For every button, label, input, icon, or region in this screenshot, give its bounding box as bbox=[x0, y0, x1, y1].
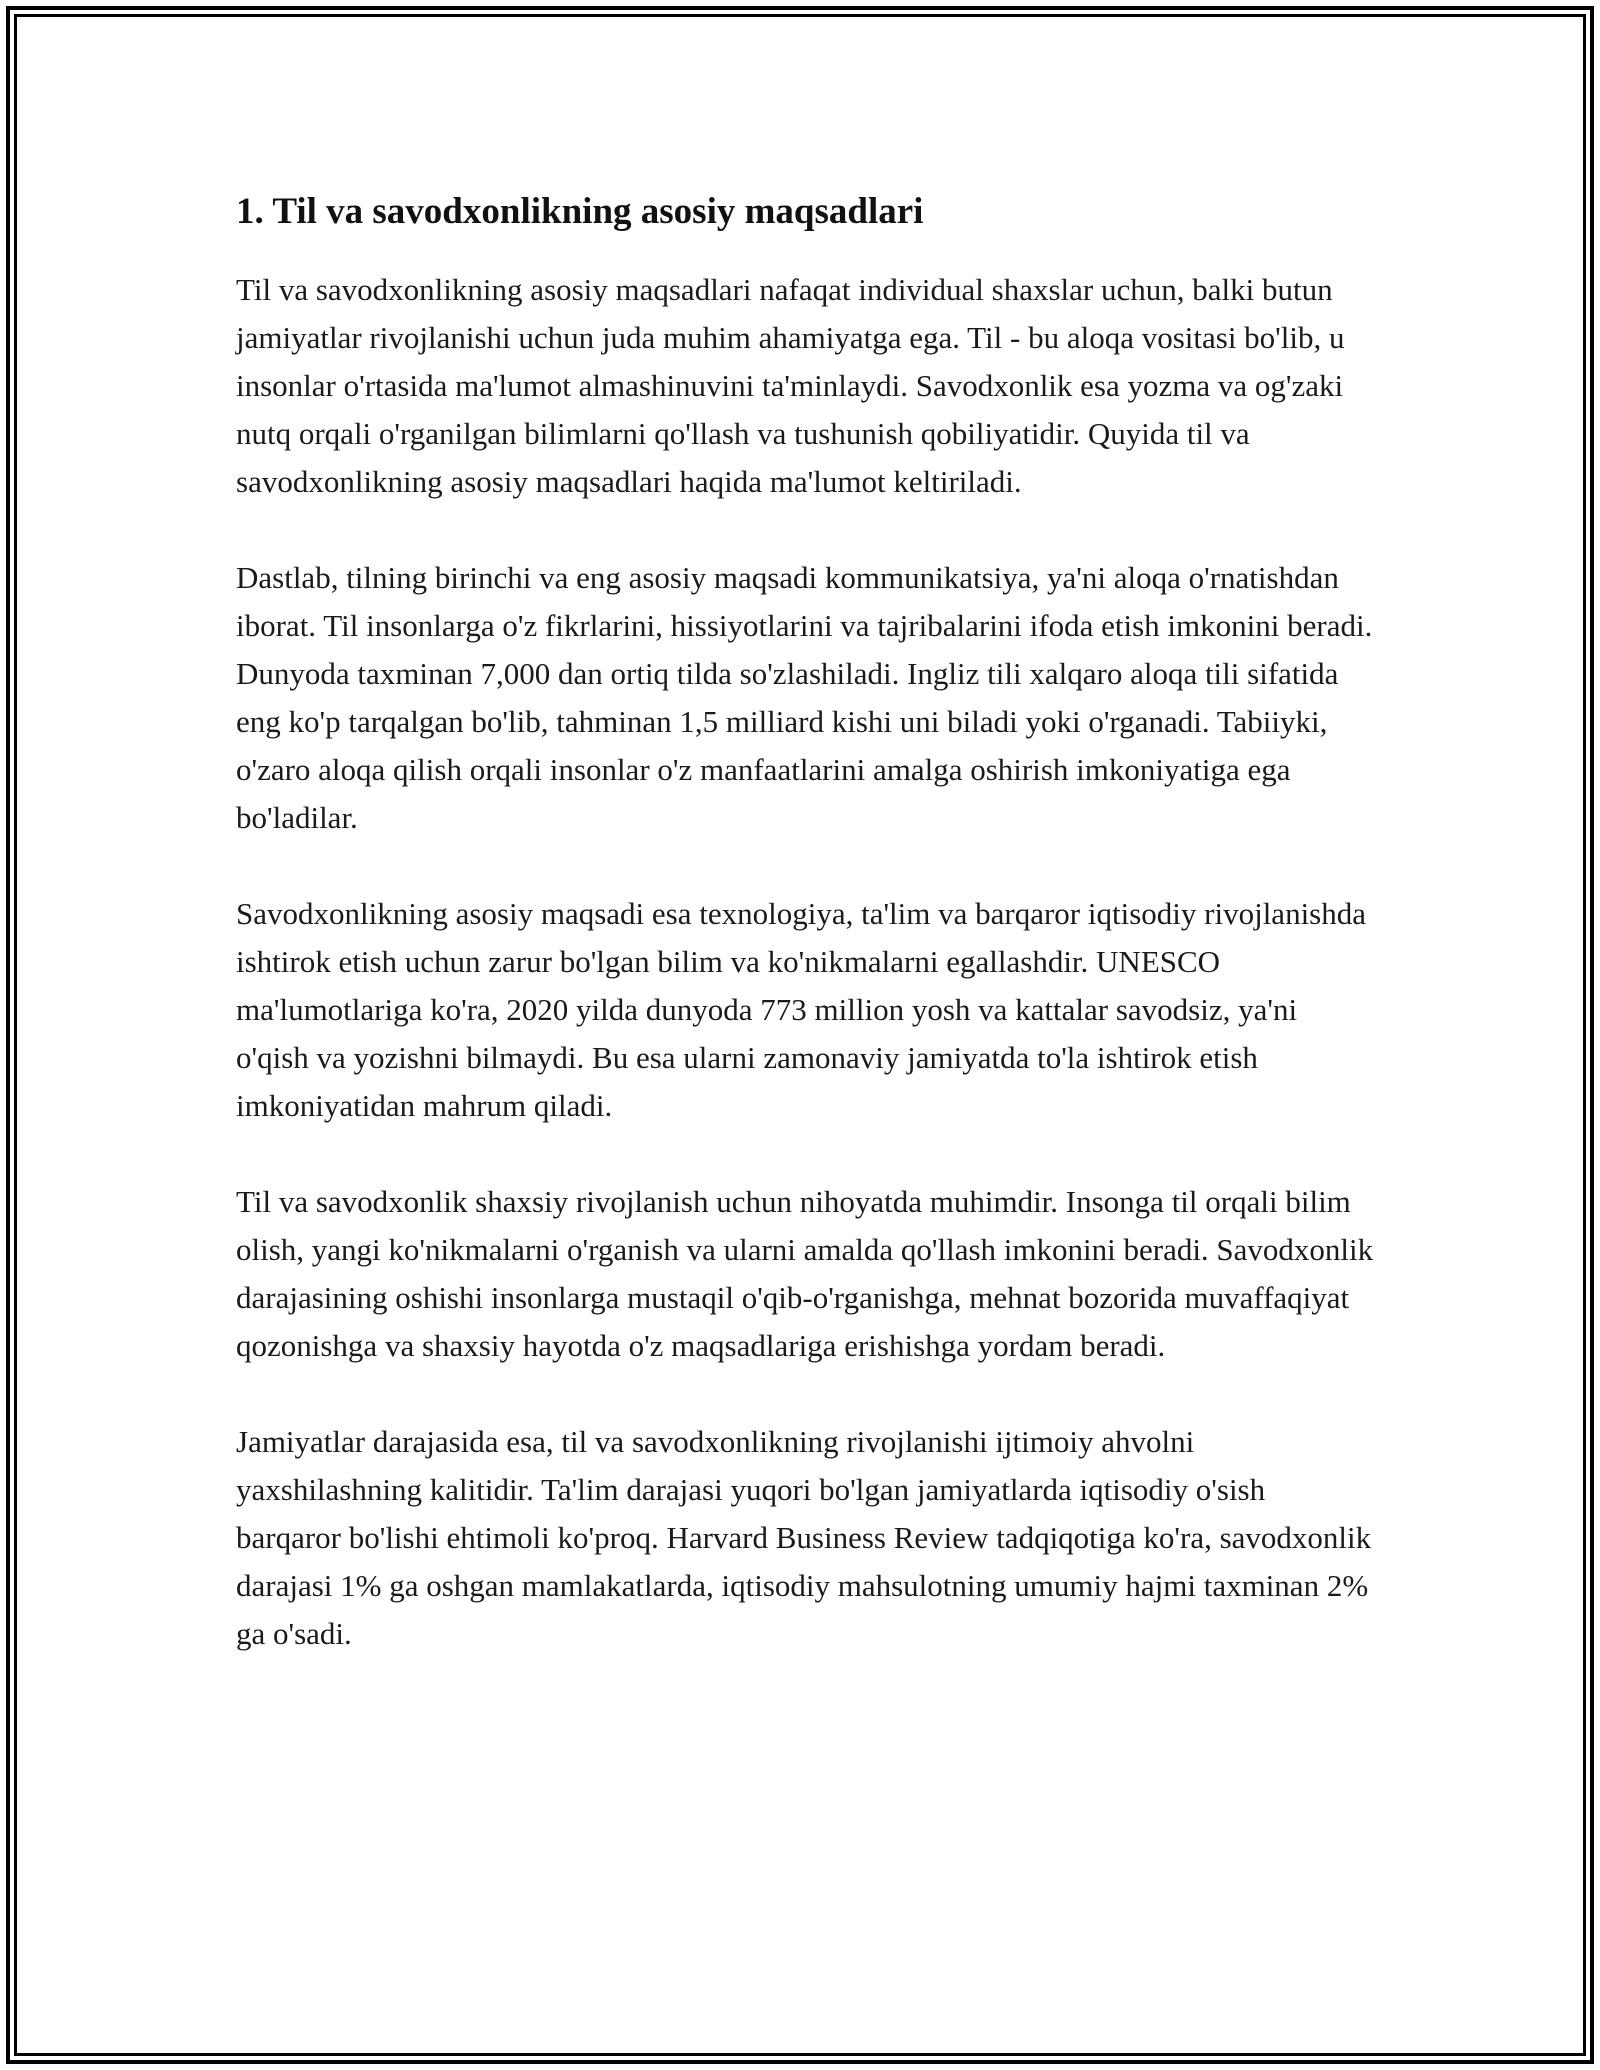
section-heading: 1. Til va savodxonlikning asosiy maqsadlari bbox=[236, 191, 924, 232]
paragraph-communication: Dastlab, tilning birinchi va eng asosiy maqsadi kommunikatsiya, ya'ni aloqa o'rnatishdan iborat. Til insonlarga o'z fikrlarini, hissiyotlarini va tajribalarini ifoda etish imkonini beradi. Dunyoda taxminan 7,000 dan ortiq tilda so'zlashiladi. Ingliz tili xalqaro aloqa tili sifatida eng ko'p tarqalgan bo'lib, tahminan 1,5 milliard kishi uni biladi yoki o'rganadi. Tabiiyki, o'zaro aloqa qilish orqali insonlar o'z manfaatlarini amalga oshirish imkoniyatiga ega bo'ladilar. bbox=[236, 560, 1373, 835]
paragraph-society: Jamiyatlar darajasida esa, til va savodxonlikning rivojlanishi ijtimoiy ahvolni yaxshilashning kalitidir. Ta'lim darajasi yuqori bo'lgan jamiyatlarda iqtisodiy o'sish barqaror bo'lishi ehtimoli ko'proq. Harvard Business Review tadqiqotiga ko'ra, savodxonlik darajasi 1% ga oshgan mamlakatlarda, iqtisodiy mahsulotning umumiy hajmi taxminan 2% ga o'sadi. bbox=[236, 1424, 1372, 1651]
paragraph-personal-development: Til va savodxonlik shaxsiy rivojlanish uchun nihoyatda muhimdir. Insonga til orqali bilim olish, yangi ko'nikmalarni o'rganish va ularni amalda qo'llash imkonini beradi. Savodxonlik darajasining oshishi insonlarga mustaqil o'qib-o'rganishga, mehnat bozorida muvaffaqiyat qozonishga va shaxsiy hayotda o'z maqsadlariga erishishga yordam beradi. bbox=[236, 1184, 1374, 1363]
document-body bbox=[236, 188, 1376, 1658]
paragraph-literacy-goal: Savodxonlikning asosiy maqsadi esa texnologiya, ta'lim va barqaror iqtisodiy rivojlanishda ishtirok etish uchun zarur bo'lgan bilim va ko'nikmalarni egallashdir. UNESCO ma'lumotlariga ko'ra, 2020 yilda dunyoda 773 million yosh va kattalar savodsiz, ya'ni o'qish va yozishni bilmaydi. Bu esa ularni zamonaviy jamiyatda to'la ishtirok etish imkoniyatidan mahrum qiladi. bbox=[236, 896, 1367, 1123]
paragraph-intro: Til va savodxonlikning asosiy maqsadlari nafaqat individual shaxslar uchun, balki butun jamiyatlar rivojlanishi uchun juda muhim ahamiyatga ega. Til - bu aloqa vositasi bo'lib, u insonlar o'rtasida ma'lumot almashinuvini ta'minlaydi. Savodxonlik esa yozma va og'zaki nutq orqali o'rganilgan bilimlarni qo'llash va tushunish qobiliyatidir. Quyida til va savodxonlikning asosiy maqsadlari haqida ma'lumot keltiriladi. bbox=[236, 272, 1345, 499]
